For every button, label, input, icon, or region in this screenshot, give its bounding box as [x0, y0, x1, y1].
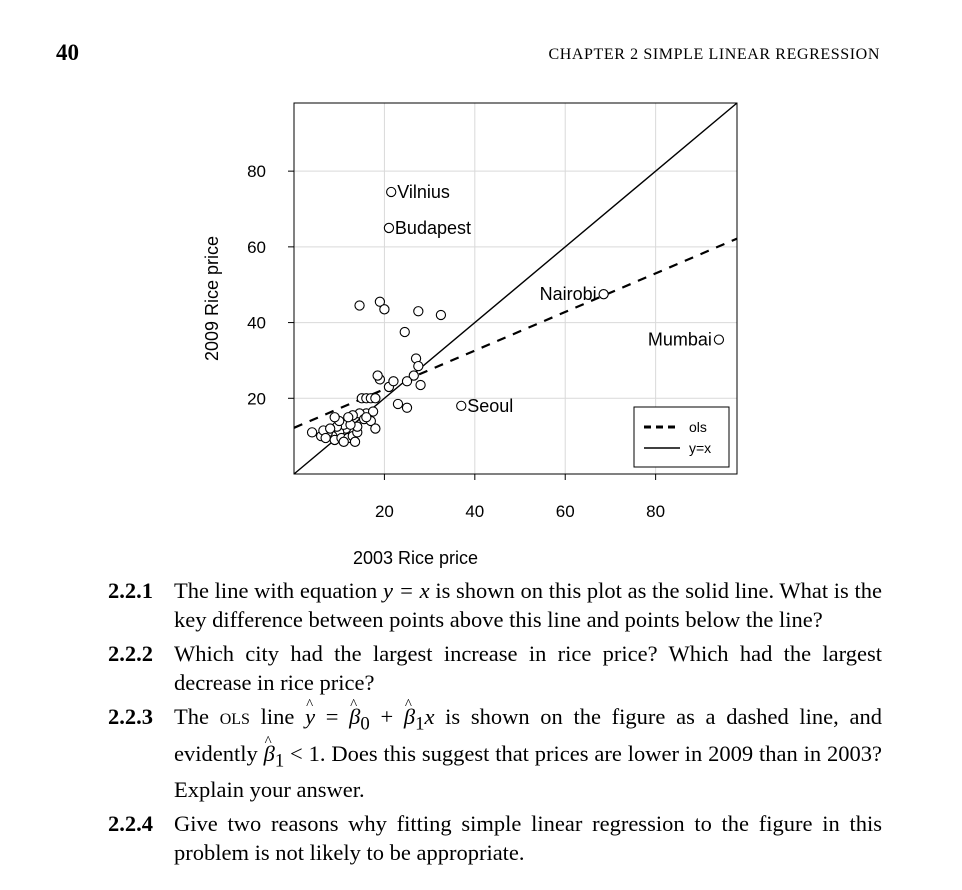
y-tick-label: 60 [247, 237, 266, 257]
data-point [344, 413, 353, 422]
data-point [402, 377, 411, 386]
x-tick-label: 40 [465, 502, 485, 521]
running-head: CHAPTER 2 SIMPLE LINEAR REGRESSION [548, 46, 880, 63]
legend-box [634, 407, 729, 467]
exercise-text-part: . Does this suggest that prices are lower in 2009 than in 2003? Explain your answer. [174, 740, 882, 802]
data-point [326, 424, 335, 433]
subscript-1: 1 [274, 750, 285, 771]
legend [634, 407, 729, 467]
data-point [393, 399, 402, 408]
city-label: Seoul [467, 395, 514, 416]
y-hat-symbol: ^ y [305, 702, 315, 731]
y-tick-label: 20 [247, 389, 266, 409]
x-axis-label: 2003 Rice price [352, 548, 479, 568]
equals-symbol: = [315, 704, 350, 729]
exercise-text [174, 702, 882, 804]
data-point [350, 437, 359, 446]
legend-label: ols [689, 419, 707, 435]
plus-symbol: + [369, 704, 404, 729]
x-tick-label: 60 [555, 502, 575, 521]
labeled-point [457, 401, 466, 410]
data-point [402, 403, 411, 412]
y-tick-label: 80 [247, 162, 266, 182]
labeled-point [714, 335, 723, 344]
point-labels [384, 182, 723, 416]
data-point [321, 433, 330, 442]
city-label: Budapest [394, 217, 471, 238]
labeled-point [387, 187, 396, 196]
data-point [389, 377, 398, 386]
exercise-text-part: is shown on this plot as the solid line. What is the key difference between points above this line and points below the line? [174, 578, 883, 632]
exercise-list [108, 576, 882, 872]
city-label: Vilnius [397, 181, 450, 202]
exercise-number: 2.2.2 [108, 641, 153, 666]
beta-1-symbol: ^ β [404, 702, 415, 731]
data-point [380, 305, 389, 314]
y-tick-label: 40 [247, 313, 266, 333]
y-axis-label: 2009 Rice price [202, 235, 222, 362]
exercise-number: 2.2.4 [108, 811, 153, 836]
data-point [373, 371, 382, 380]
x-tick-label: 20 [374, 502, 394, 521]
exercise-text-part: The [174, 704, 220, 729]
data-point [339, 437, 348, 446]
exercise-2-2-1 [108, 576, 882, 634]
data-point [371, 394, 380, 403]
subscript-0: 0 [360, 713, 370, 735]
data-point [307, 428, 316, 437]
page-number: 40 [56, 40, 79, 65]
exercise-number: 2.2.3 [108, 704, 153, 729]
exercise-text [174, 576, 882, 634]
data-point [414, 307, 423, 316]
data-point [362, 413, 371, 422]
beta-0-symbol: ^ β [349, 702, 360, 731]
data-point [436, 310, 445, 319]
data-point [330, 413, 339, 422]
exercise-2-2-3 [108, 702, 882, 804]
less-than-one: < 1 [284, 740, 320, 766]
data-point [371, 424, 380, 433]
labeled-point [384, 223, 393, 232]
exercise-text-part: line [249, 704, 306, 729]
beta-1-symbol: ^ β [264, 739, 275, 768]
exercise-text: Which city had the largest increase in rice price? Which had the largest decrease in rice price? [174, 641, 882, 695]
ols-abbreviation: ols [219, 704, 250, 729]
exercise-text-part: is shown on the figure as a dashed line, and evidently [174, 704, 882, 766]
exercise-2-2-2 [108, 639, 882, 697]
exercise-number: 2.2.1 [108, 578, 153, 603]
exercise-2-2-4 [108, 809, 882, 867]
exercise-text-part: The line with equation [174, 578, 384, 603]
labeled-point [599, 290, 608, 299]
legend-label: y=x [689, 440, 712, 456]
subscript-1: 1 [415, 713, 425, 735]
x-symbol: x [424, 704, 435, 729]
data-point [400, 327, 409, 336]
x-tick-label: 80 [646, 502, 666, 521]
data-point [414, 362, 423, 371]
equation: y = x [383, 578, 430, 603]
exercise-text: Give two reasons why fitting simple linear regression to the figure in this problem is not likely to be appropriate. [174, 811, 882, 865]
data-point [416, 380, 425, 389]
city-label: Mumbai [647, 329, 712, 350]
city-label: Nairobi [539, 284, 597, 305]
data-point [355, 301, 364, 310]
